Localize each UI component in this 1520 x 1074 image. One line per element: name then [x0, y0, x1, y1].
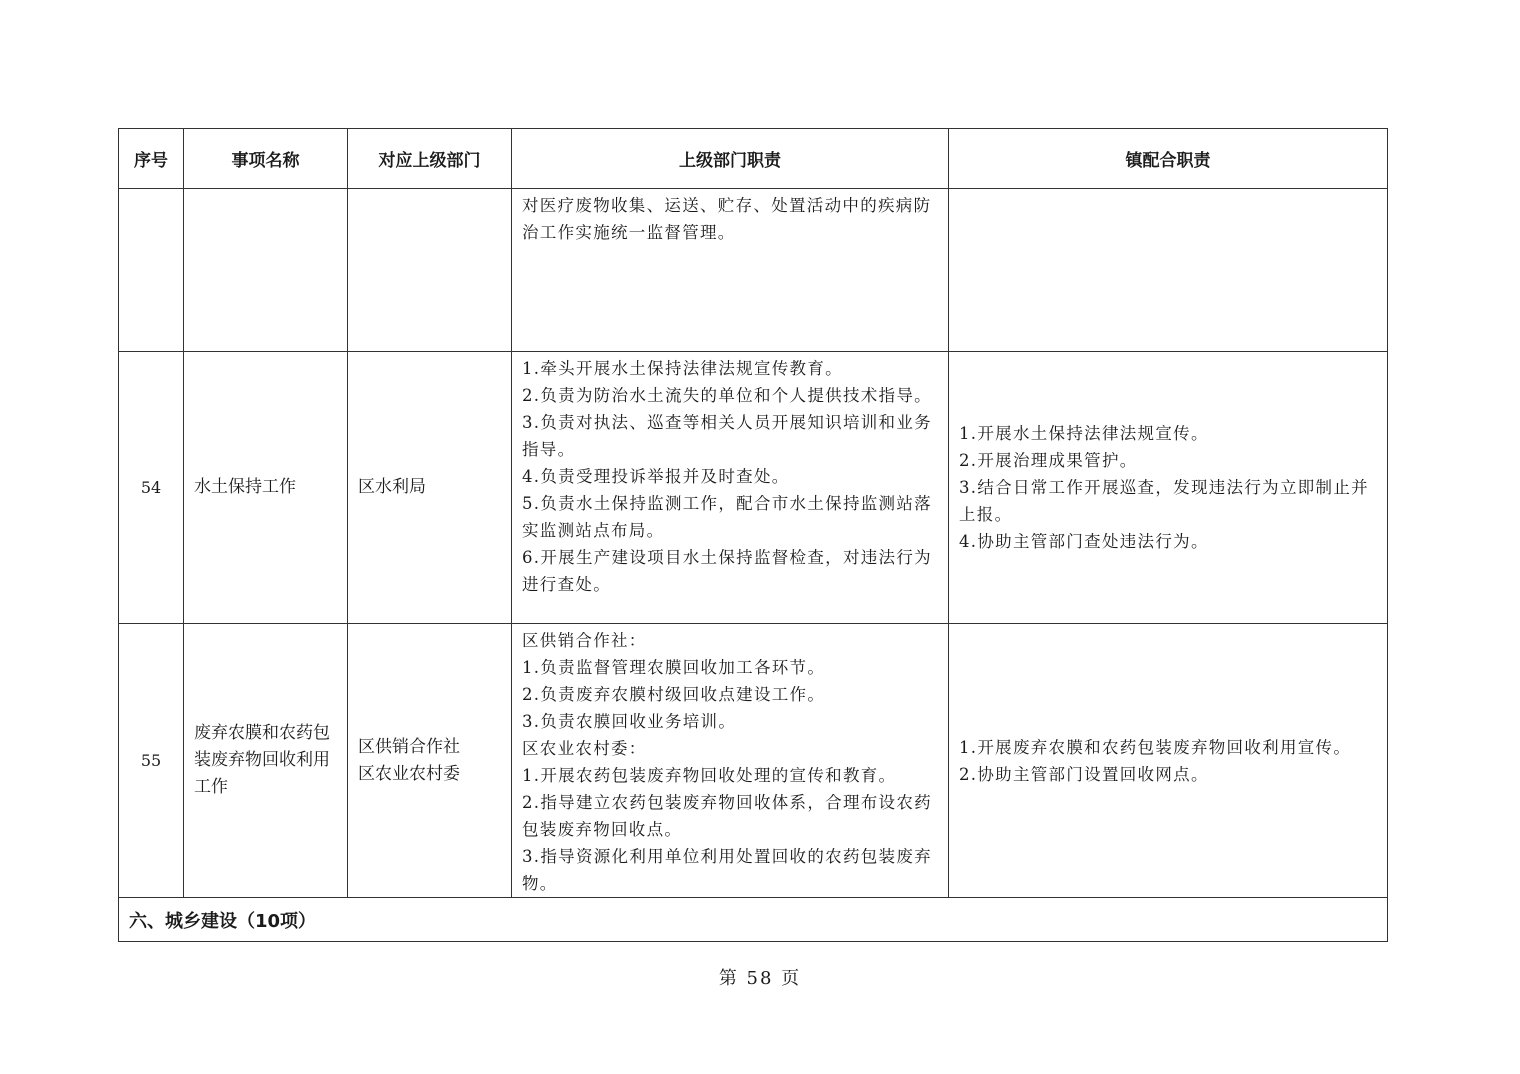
- dept-line: 区供销合作社: [358, 736, 460, 757]
- header-no: 序号: [119, 129, 184, 189]
- duty-table: [118, 128, 1388, 942]
- duty-line: 3.负责农膜回收业务培训。: [522, 712, 737, 731]
- duty-line: 对医疗废物收集、运送、贮存、处置活动中的疾病防治工作实施统一监督管理。: [522, 196, 932, 242]
- row-dept: [348, 189, 512, 352]
- duty-line: 4.负责受理投诉举报并及时查处。: [522, 467, 790, 486]
- table-row: [119, 624, 1388, 898]
- duty-line: 1.负责监督管理农膜回收加工各环节。: [522, 658, 826, 677]
- row-town-duty: [949, 352, 1388, 624]
- duty-line: 1.牵头开展水土保持法律法规宣传教育。: [522, 359, 843, 378]
- duty-line: 3.指导资源化利用单位利用处置回收的农药包装废弃物。: [522, 847, 932, 893]
- duty-line: 3.结合日常工作开展巡查，发现违法行为立即制止并上报。: [959, 478, 1369, 524]
- duty-line: 6.开展生产建设项目水土保持监督检查，对违法行为进行查处。: [522, 548, 932, 594]
- row-town-duty: [949, 624, 1388, 898]
- duty-line: 2.指导建立农药包装废弃物回收体系，合理布设农药包装废弃物回收点。: [522, 793, 932, 839]
- duty-line: 4.协助主管部门查处违法行为。: [959, 532, 1209, 551]
- table-header-row: [119, 129, 1388, 189]
- row-no: 55: [119, 624, 184, 898]
- duty-line: 区供销合作社：: [522, 631, 647, 650]
- header-upper-duty: 上级部门职责: [512, 129, 949, 189]
- duty-line: 1.开展农药包装废弃物回收处理的宣传和教育。: [522, 766, 897, 785]
- section-row: [119, 898, 1388, 942]
- table-row: [119, 189, 1388, 352]
- duty-line: 区农业农村委：: [522, 739, 647, 758]
- duty-line: 3.负责对执法、巡查等相关人员开展知识培训和业务指导。: [522, 413, 932, 459]
- row-town-duty: [949, 189, 1388, 352]
- duty-line: 1.开展水土保持法律法规宣传。: [959, 424, 1209, 443]
- table-row: [119, 352, 1388, 624]
- page-number: 第 58 页: [718, 968, 802, 989]
- row-dept: [348, 624, 512, 898]
- duty-line: 1.开展废弃农膜和农药包装废弃物回收利用宣传。: [959, 737, 1352, 757]
- dept-line: 区水利局: [358, 477, 426, 497]
- dept-line: 区农业农村委: [358, 763, 460, 784]
- duty-line: 2.开展治理成果管护。: [959, 451, 1138, 470]
- row-no: 54: [119, 352, 184, 624]
- row-upper-duty: [512, 189, 949, 352]
- header-dept: 对应上级部门: [348, 129, 512, 189]
- section-heading: 六、城乡建设（10项）: [119, 898, 1388, 942]
- header-name: 事项名称: [184, 129, 348, 189]
- row-dept: [348, 352, 512, 624]
- header-town-duty: 镇配合职责: [949, 129, 1388, 189]
- row-item-name: 废弃农膜和农药包装废弃物回收利用工作: [184, 624, 348, 898]
- row-upper-duty: [512, 352, 949, 624]
- row-item-name: [184, 189, 348, 352]
- row-upper-duty: [512, 624, 949, 898]
- duty-line: 2.负责为防治水土流失的单位和个人提供技术指导。: [522, 386, 932, 405]
- duty-line: 2.协助主管部门设置回收网点。: [959, 764, 1209, 784]
- row-no: [119, 189, 184, 352]
- duty-line: 2.负责废弃农膜村级回收点建设工作。: [522, 685, 826, 704]
- duty-line: 5.负责水土保持监测工作，配合市水土保持监测站落实监测站点布局。: [522, 494, 932, 540]
- row-item-name: 水土保持工作: [184, 352, 348, 624]
